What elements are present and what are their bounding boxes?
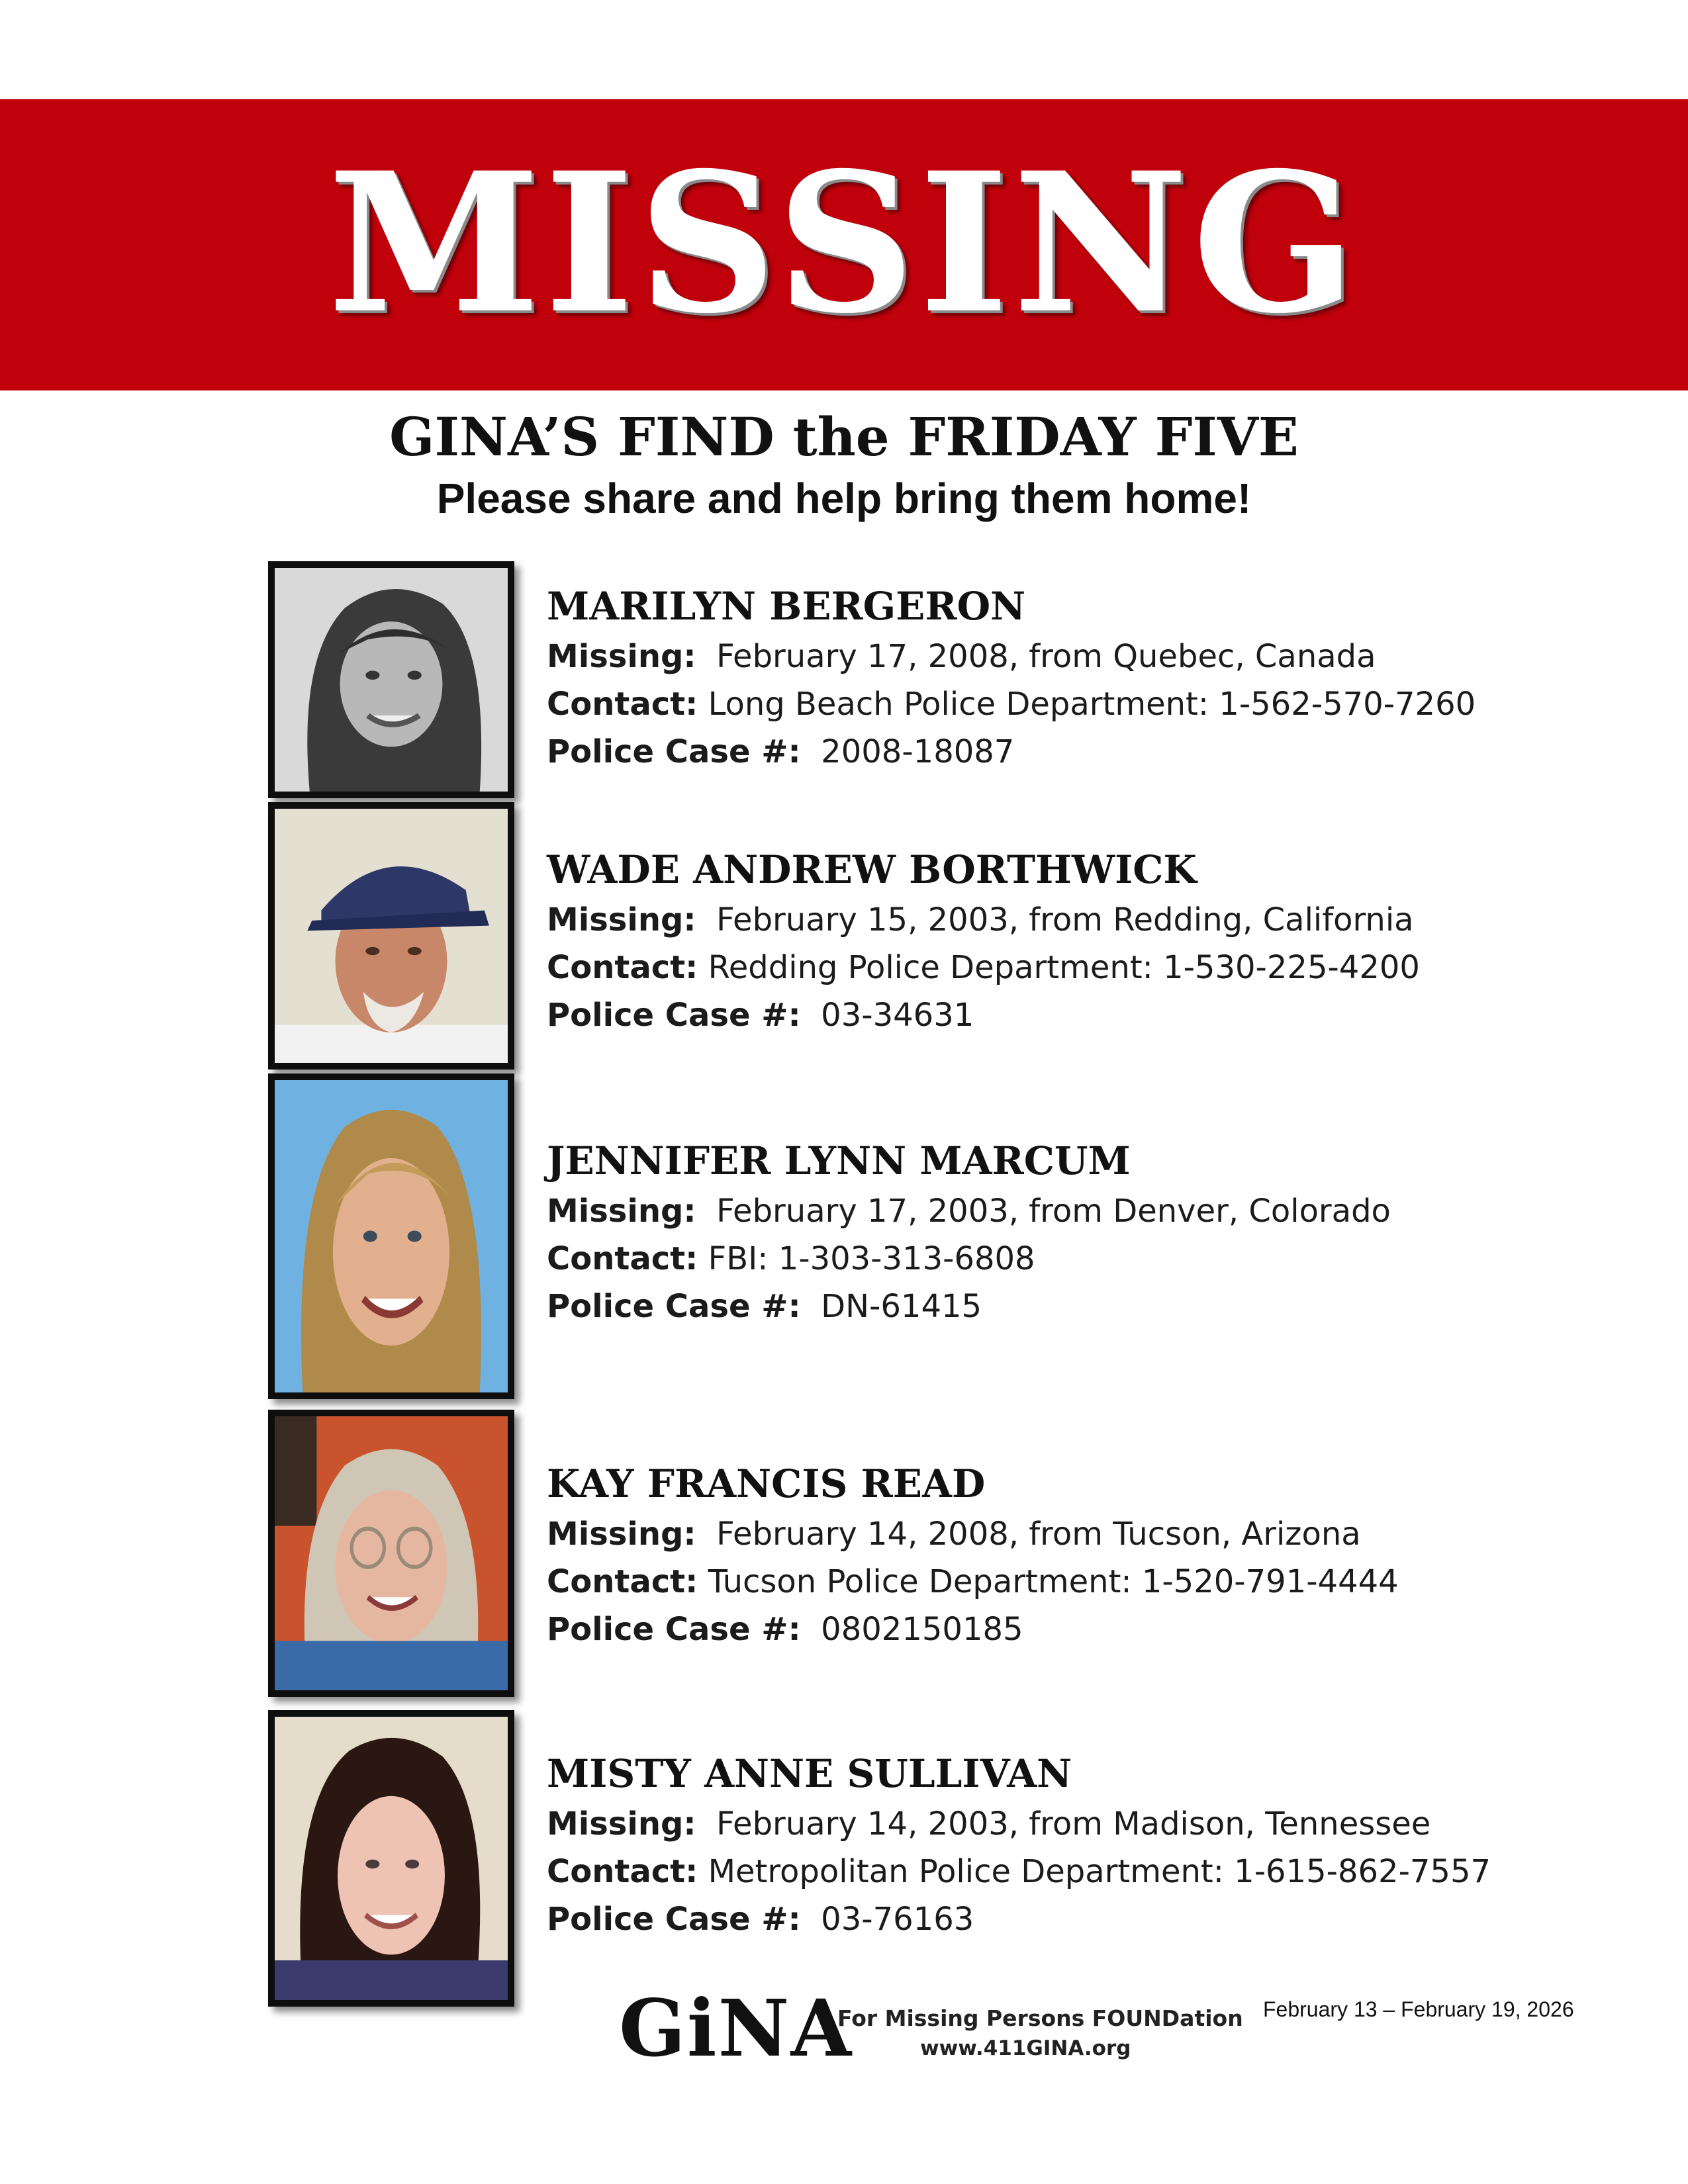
person-info-2 bbox=[547, 846, 1639, 1039]
missing-label: Missing: bbox=[547, 638, 696, 675]
case-line bbox=[547, 1606, 1639, 1653]
gina-logo bbox=[619, 1982, 1243, 2074]
person-photo-2 bbox=[268, 802, 514, 1069]
case-label: Police Case #: bbox=[547, 733, 801, 770]
missing-line bbox=[547, 896, 1639, 944]
missing-line bbox=[547, 1510, 1639, 1558]
case-label: Police Case #: bbox=[547, 997, 801, 1034]
person-name: WADE ANDREW BORTHWICK bbox=[547, 847, 1197, 892]
contact-value: Redding Police Department: 1-530-225-4200 bbox=[708, 949, 1420, 986]
missing-line bbox=[547, 1800, 1639, 1848]
page-headline: GINA’S FIND the FRIDAY FIVE bbox=[389, 406, 1299, 468]
person-info-5 bbox=[547, 1750, 1639, 1943]
case-line bbox=[547, 991, 1639, 1039]
person-photo-4 bbox=[268, 1410, 514, 1697]
contact-line bbox=[547, 1235, 1639, 1283]
person-name: JENNIFER LYNN MARCUM bbox=[547, 1138, 1131, 1183]
contact-line bbox=[547, 1558, 1639, 1606]
contact-value: Tucson Police Department: 1-520-791-4444 bbox=[708, 1563, 1399, 1600]
person-name: MARILYN BERGERON bbox=[547, 584, 1026, 629]
missing-value: February 15, 2003, from Redding, California bbox=[716, 901, 1414, 938]
contact-label: Contact: bbox=[547, 1240, 698, 1277]
contact-label: Contact: bbox=[547, 949, 698, 986]
contact-line bbox=[547, 944, 1639, 991]
contact-label: Contact: bbox=[547, 686, 698, 723]
logo-wordmark: GiNA bbox=[619, 1982, 853, 2074]
contact-label: Contact: bbox=[547, 1853, 698, 1890]
case-line bbox=[547, 1895, 1639, 1943]
missing-label: Missing: bbox=[547, 1805, 696, 1843]
contact-label: Contact: bbox=[547, 1563, 698, 1600]
case-label: Police Case #: bbox=[547, 1611, 801, 1648]
missing-label: Missing: bbox=[547, 901, 696, 938]
person-photo-1 bbox=[268, 561, 514, 798]
contact-value: Long Beach Police Department: 1-562-570-7260 bbox=[708, 686, 1476, 723]
case-value: 2008-18087 bbox=[821, 733, 1015, 770]
contact-line bbox=[547, 1848, 1639, 1895]
missing-line bbox=[547, 633, 1639, 680]
date-range: February 13 – February 19, 2026 bbox=[1263, 1997, 1574, 2021]
case-value: 0802150185 bbox=[821, 1611, 1023, 1648]
case-value: DN-61415 bbox=[821, 1288, 982, 1325]
person-name: KAY FRANCIS READ bbox=[547, 1461, 986, 1506]
contact-value: FBI: 1-303-313-6808 bbox=[708, 1240, 1035, 1277]
contact-line bbox=[547, 680, 1639, 728]
missing-value: February 14, 2008, from Tucson, Arizona bbox=[716, 1516, 1361, 1553]
case-value: 03-34631 bbox=[821, 997, 974, 1034]
missing-label: Missing: bbox=[547, 1516, 696, 1553]
missing-line bbox=[547, 1187, 1639, 1235]
case-line bbox=[547, 1283, 1639, 1330]
person-info-3 bbox=[547, 1137, 1639, 1330]
person-name: MISTY ANNE SULLIVAN bbox=[547, 1751, 1072, 1796]
contact-value: Metropolitan Police Department: 1-615-862-7557 bbox=[708, 1853, 1491, 1890]
person-photo-5 bbox=[268, 1710, 514, 2007]
person-photo-3 bbox=[268, 1073, 514, 1399]
missing-value: February 17, 2003, from Denver, Colorado bbox=[716, 1193, 1391, 1230]
website-link[interactable]: www.411GINA.org bbox=[920, 2036, 1131, 2060]
missing-label: Missing: bbox=[547, 1193, 696, 1230]
missing-value: February 14, 2003, from Madison, Tennessee bbox=[716, 1805, 1431, 1843]
banner-title: MISSING bbox=[328, 131, 1360, 356]
case-value: 03-76163 bbox=[821, 1901, 974, 1938]
case-line bbox=[547, 728, 1639, 776]
person-info-1 bbox=[547, 582, 1639, 776]
case-label: Police Case #: bbox=[547, 1288, 801, 1325]
person-info-4 bbox=[547, 1460, 1639, 1653]
missing-value: February 17, 2008, from Quebec, Canada bbox=[716, 638, 1376, 675]
case-label: Police Case #: bbox=[547, 1901, 801, 1938]
logo-tagline: For Missing Persons FOUNDation bbox=[837, 2005, 1243, 2031]
page-subheadline: Please share and help bring them home! bbox=[436, 475, 1252, 522]
